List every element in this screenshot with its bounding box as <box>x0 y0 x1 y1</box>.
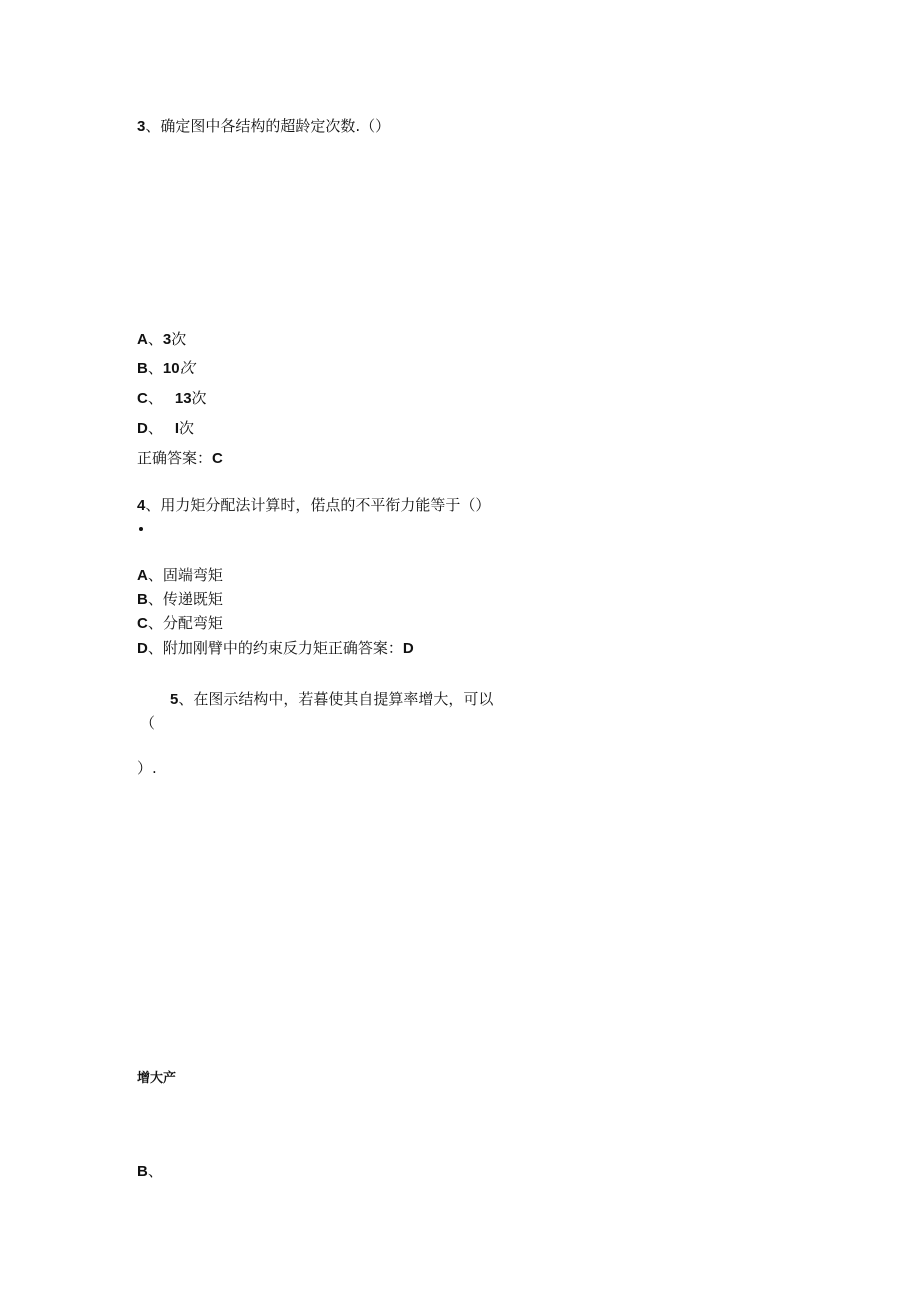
option-unit: 次 <box>179 419 195 437</box>
option-sep: 、 <box>147 330 163 348</box>
option-sep: 、 <box>147 359 163 377</box>
option-key: D <box>137 640 148 657</box>
option-text: 、固端弯矩 <box>147 566 223 584</box>
question-4-option-a <box>137 565 223 586</box>
question-3-option-c <box>137 388 207 409</box>
question-5-paren-close <box>137 758 157 778</box>
option-value: 13 <box>174 390 192 407</box>
paren-open: （ <box>140 714 156 732</box>
question-4 <box>137 495 490 516</box>
option-unit: 次 <box>171 330 187 348</box>
option-sep: 、 <box>147 419 163 437</box>
question-5 <box>170 689 493 710</box>
option-text: 、附加刚臂中的约束反力矩正确答案： <box>147 639 403 657</box>
question-3-option-a <box>137 329 186 350</box>
question-3-text: 、确定图中各结构的超龄定次数.（） <box>145 117 391 135</box>
option-text: 、分配弯矩 <box>147 614 223 632</box>
option-value: I <box>174 420 180 437</box>
answer-value: D <box>402 640 414 657</box>
question-4-number: 4 <box>137 497 146 514</box>
option-key: A <box>137 331 148 348</box>
question-4-option-c <box>137 613 223 634</box>
option-value: 10 <box>162 360 180 377</box>
option-key: D <box>137 420 148 437</box>
answer-label: 正确答案： <box>137 449 213 467</box>
option-text: 、传递既矩 <box>147 590 223 608</box>
paren-close: ）. <box>137 759 157 777</box>
option-key: C <box>137 615 148 632</box>
option-key: B <box>137 360 148 377</box>
option-sep: 、 <box>147 389 163 407</box>
option-key: B <box>137 1163 148 1180</box>
question-3-option-d <box>137 418 194 439</box>
question-3-number: 3 <box>137 118 146 135</box>
question-5-number: 5 <box>170 691 179 708</box>
bullet-dot <box>139 527 143 531</box>
option-key: B <box>137 591 148 608</box>
option-sep: 、 <box>147 1162 163 1180</box>
fragment-label: 增大产 <box>137 1071 177 1086</box>
answer-value: C <box>212 450 223 467</box>
question-3 <box>137 116 390 137</box>
option-key: A <box>137 567 148 584</box>
question-5-text: 、在图示结构中，若暮使其自提算率增大，可以 <box>178 690 494 708</box>
fragment-option-b <box>137 1161 163 1182</box>
question-4-option-d <box>137 638 414 659</box>
question-3-answer <box>137 448 223 469</box>
question-5-paren-open <box>140 713 155 733</box>
question-4-option-b <box>137 589 223 610</box>
question-3-option-b <box>137 358 195 379</box>
question-4-text: 、用力矩分配法计算时，偌点的不平衔力能等于（） <box>145 496 491 514</box>
option-value: 3 <box>162 331 172 348</box>
option-key: C <box>137 390 148 407</box>
option-unit: 次 <box>179 359 195 377</box>
option-unit: 次 <box>191 389 207 407</box>
